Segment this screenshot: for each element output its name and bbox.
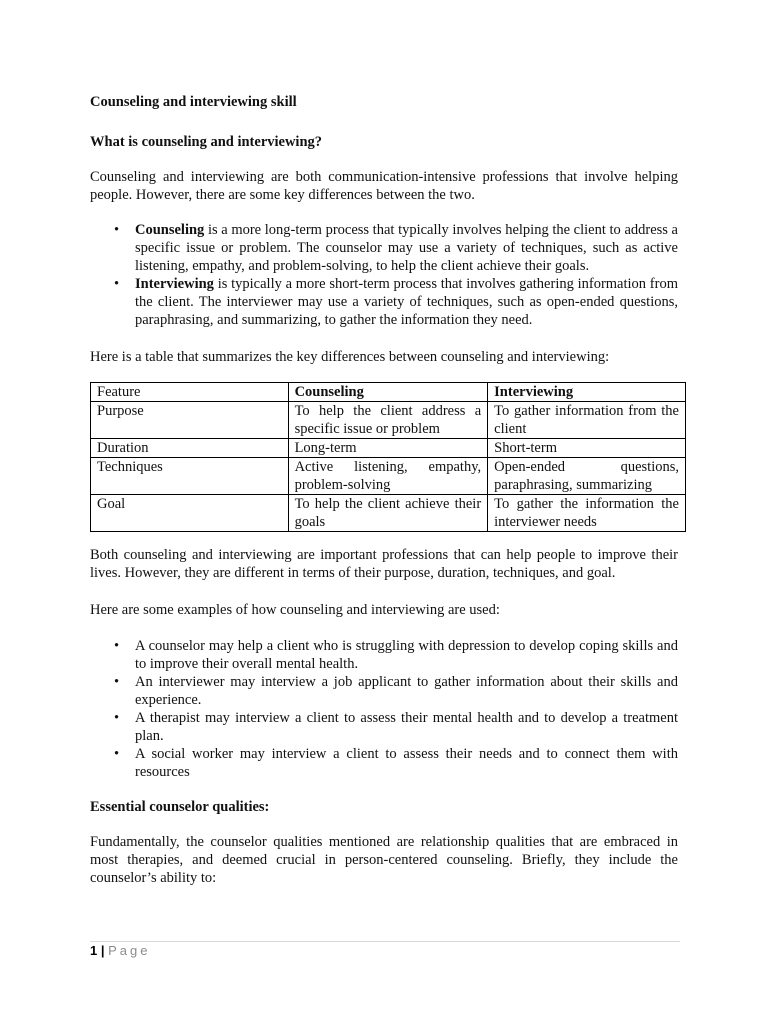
bullet-icon: • — [114, 222, 120, 238]
table-cell: Open-ended questions, paraphrasing, summarizing — [488, 458, 686, 495]
table-header-cell: Interviewing — [488, 383, 686, 402]
table-cell: To gather information from the client — [488, 402, 686, 439]
list-item — [90, 275, 678, 329]
term-interviewing: Interviewing — [135, 276, 214, 292]
table-cell: To gather the information the interviewer needs — [488, 495, 686, 532]
bullet-icon: • — [114, 674, 120, 690]
table-cell: Short-term — [488, 439, 686, 458]
table-cell: Long-term — [288, 439, 488, 458]
table-header-cell: Feature — [91, 383, 289, 402]
bullet-icon: • — [114, 276, 120, 292]
footer-divider — [90, 941, 680, 942]
list-item — [90, 637, 678, 673]
table-cell: Active listening, empathy, problem-solving — [288, 458, 488, 495]
page-number: 1 — [90, 943, 98, 958]
term-counseling: Counseling — [135, 222, 205, 238]
list-item — [90, 745, 678, 781]
comparison-table — [90, 382, 686, 532]
table-cell: Techniques — [91, 458, 289, 495]
list-item — [90, 673, 678, 709]
bullet-icon: • — [114, 710, 120, 726]
examples-list — [90, 637, 678, 781]
document-title: Counseling and interviewing skill — [90, 94, 297, 110]
footer-separator: | — [100, 943, 105, 958]
list-item-text: An interviewer may interview a job applicant to gather information about their skills and experience. — [135, 674, 678, 708]
list-item-text: is a more long-term process that typically involves helping the client to address a specific issue or problem. The counselor may use a variety of techniques, such as active listening, empathy, and problem-solving, to help the client achieve their goals. — [135, 222, 678, 274]
table-cell: Goal — [91, 495, 289, 532]
list-item-text: A social worker may interview a client to assess their needs and to connect them with resources — [135, 746, 678, 780]
table-header-cell: Counseling — [288, 383, 488, 402]
table-row — [91, 439, 686, 458]
section-heading-qualities: Essential counselor qualities: — [90, 799, 270, 815]
list-item-text: A counselor may help a client who is struggling with depression to develop coping skills and to improve their overall mental health. — [135, 638, 678, 672]
list-item — [90, 221, 678, 275]
bullet-icon: • — [114, 638, 120, 654]
examples-intro: Here are some examples of how counseling and interviewing are used: — [90, 602, 500, 618]
list-item-text: is typically a more short-term process that involves gathering information from the client. The interviewer may use a variety of techniques, such as open-ended questions, paraphrasing, and summarizing, to gather the information they need. — [135, 276, 678, 328]
section-heading-what-is: What is counseling and interviewing? — [90, 134, 323, 150]
after-table-paragraph: Both counseling and interviewing are important professions that can help people to improve their lives. However, they are different in terms of their purpose, duration, techniques, and goal. — [90, 547, 678, 581]
table-row — [91, 458, 686, 495]
table-row — [91, 402, 686, 439]
table-header-row — [91, 383, 686, 402]
qualities-paragraph: Fundamentally, the counselor qualities mentioned are relationship qualities that are embraced in most therapies, and deemed crucial in person-centered counseling. Briefly, they include the counselor’s ability to: — [90, 834, 678, 886]
bullet-icon: • — [114, 746, 120, 762]
table-intro: Here is a table that summarizes the key differences between counseling and interviewing: — [90, 349, 610, 365]
table-cell: Duration — [91, 439, 289, 458]
list-item — [90, 709, 678, 745]
table-cell: Purpose — [91, 402, 289, 439]
differences-list — [90, 221, 678, 329]
intro-paragraph: Counseling and interviewing are both communication-intensive professions that involve helping people. However, there are some key differences between the two. — [90, 169, 678, 203]
list-item-text: A therapist may interview a client to assess their mental health and to develop a treatment plan. — [135, 710, 678, 744]
page-label: Page — [108, 943, 151, 958]
table-cell: To help the client address a specific issue or problem — [288, 402, 488, 439]
page-footer — [90, 943, 151, 958]
table-cell: To help the client achieve their goals — [288, 495, 488, 532]
table-row — [91, 495, 686, 532]
